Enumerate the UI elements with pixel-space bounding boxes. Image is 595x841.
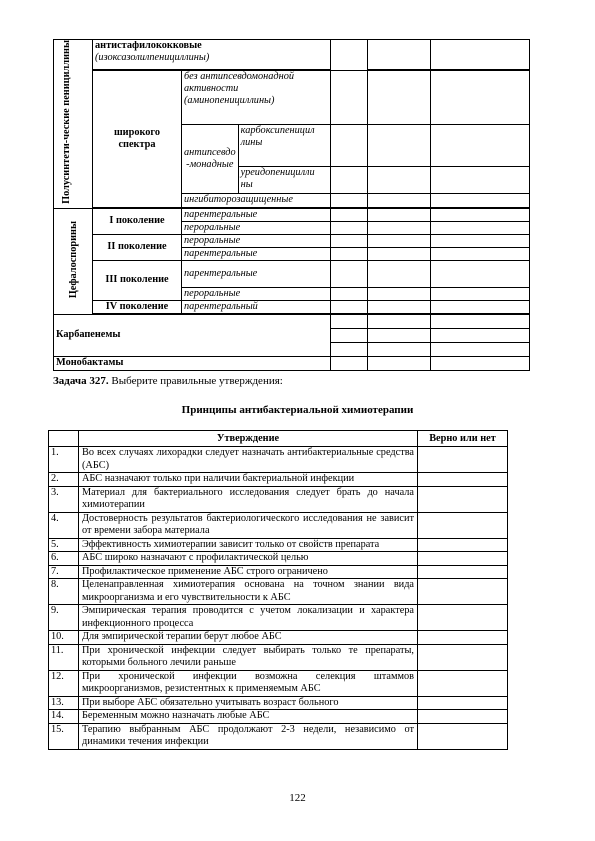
answer-cell[interactable] [367, 356, 430, 370]
statement-text: Эффективность химиотерапии зависит только от свойств препарата [79, 538, 418, 552]
statement-row [49, 696, 508, 710]
answer-cell[interactable] [430, 234, 529, 247]
statements-table [48, 430, 508, 750]
gen3-peroral-cell: пероральные [182, 287, 331, 300]
statement-number: 6. [49, 552, 79, 566]
statement-text: При хронической инфекции возможна селекция штаммов микроорганизмов, резистентных к применяемым АБС [79, 670, 418, 696]
answer-cell[interactable] [330, 40, 367, 71]
statement-text: При выборе АБС обязательно учитывать возраст больного [79, 696, 418, 710]
answer-cell[interactable] [330, 166, 367, 193]
gen4-parenteral-cell: парентеральный [182, 300, 331, 313]
without-antipseudo-cell: без антипсевдомонадной активности (аминопенициллины) [182, 71, 331, 125]
group-cephalosporins-label: Цефалоспорины [67, 220, 79, 299]
answer-cell[interactable] [430, 124, 529, 166]
answer-cell[interactable] [430, 328, 529, 342]
page-number: 122 [289, 792, 306, 804]
answer-cell[interactable] [430, 300, 529, 313]
statement-number: 2. [49, 473, 79, 487]
gen1-cell: I поколение [93, 208, 182, 234]
ureido-cell: уреидопеницилли ны [238, 166, 330, 193]
table-row [54, 71, 530, 125]
statement-number: 14. [49, 710, 79, 724]
answer-cell[interactable] [430, 342, 529, 356]
answer-cell[interactable] [430, 356, 529, 370]
answer-cell[interactable] [367, 166, 430, 193]
gen3-parenteral-cell: парентеральные [182, 260, 331, 287]
answer-cell[interactable] [430, 314, 529, 328]
statement-row [49, 565, 508, 579]
statement-number: 15. [49, 723, 79, 749]
answer-cell[interactable] [418, 473, 508, 487]
statement-row [49, 552, 508, 566]
statement-row [49, 473, 508, 487]
gen1-parenteral-cell: парентеральные [182, 208, 331, 221]
answer-cell[interactable] [418, 644, 508, 670]
statement-text: Профилактическое применение АБС строго ограничено [79, 565, 418, 579]
statement-row [49, 486, 508, 512]
gen4-cell: IV поколение [93, 300, 182, 313]
table-row [54, 356, 530, 370]
table-row [54, 40, 530, 70]
statement-row [49, 670, 508, 696]
answer-cell[interactable] [418, 605, 508, 631]
statement-number: 8. [49, 579, 79, 605]
antistaph-label: антистафилококковые [95, 40, 202, 51]
table-row [54, 300, 530, 313]
statement-text: АБС широко назначают с профилактической целью [79, 552, 418, 566]
answer-cell[interactable] [367, 124, 430, 166]
gen2-cell: II поколение [93, 234, 182, 260]
answer-cell[interactable] [330, 328, 367, 342]
answer-cell[interactable] [418, 565, 508, 579]
header-num-cell [49, 431, 79, 447]
antistaph-sub-label: (изоксазолилпенициллины) [95, 52, 210, 63]
answer-cell[interactable] [330, 71, 367, 125]
statement-text: Беременным можно назначать любые АБС [79, 710, 418, 724]
answer-cell[interactable] [330, 342, 367, 356]
gen2-parenteral-cell: парентеральные [182, 247, 331, 260]
group-penicillins-label: Полусинтети-ческие пенициллины [61, 40, 72, 204]
answer-cell[interactable] [418, 512, 508, 538]
table-row [54, 208, 530, 221]
answer-cell[interactable] [367, 71, 430, 125]
statement-number: 4. [49, 512, 79, 538]
statement-row [49, 631, 508, 645]
answer-cell[interactable] [367, 247, 430, 260]
gen2-peroral-cell: пероральные [182, 234, 331, 247]
answer-cell[interactable] [330, 193, 367, 207]
antistaph-cell [93, 40, 331, 70]
answer-cell[interactable] [330, 124, 367, 166]
answer-cell[interactable] [418, 552, 508, 566]
answer-cell[interactable] [367, 208, 430, 221]
statement-row [49, 447, 508, 473]
answer-cell[interactable] [367, 300, 430, 313]
statement-row [49, 579, 508, 605]
statement-number: 7. [49, 565, 79, 579]
answer-cell[interactable] [330, 300, 367, 313]
answer-cell[interactable] [418, 710, 508, 724]
answer-cell[interactable] [330, 356, 367, 370]
broad-spectrum-label: широкого спектра [113, 126, 160, 150]
answer-cell[interactable] [418, 696, 508, 710]
group-penicillins-cell [54, 40, 93, 209]
table-row [54, 260, 530, 287]
statement-text: При хронической инфекции следует выбирать только те препараты, которыми больного лечили раньше [79, 644, 418, 670]
answer-cell[interactable] [367, 328, 430, 342]
table-row [54, 234, 530, 247]
statement-row [49, 512, 508, 538]
answer-cell[interactable] [418, 723, 508, 749]
answer-cell[interactable] [367, 234, 430, 247]
answer-cell[interactable] [430, 247, 529, 260]
answer-cell[interactable] [418, 447, 508, 473]
statement-number: 13. [49, 696, 79, 710]
statement-row [49, 538, 508, 552]
statement-number: 3. [49, 486, 79, 512]
answer-cell[interactable] [430, 287, 529, 300]
statement-number: 5. [49, 538, 79, 552]
statement-text: Материал для бактериального исследования следует брать до начала химиотерапии [79, 486, 418, 512]
answer-cell[interactable] [430, 208, 529, 221]
statement-text: Для эмпирической терапии берут любое АБС [79, 631, 418, 645]
answer-cell[interactable] [367, 193, 430, 207]
answer-cell[interactable] [430, 166, 529, 193]
answer-cell[interactable] [330, 234, 367, 247]
answer-cell[interactable] [330, 247, 367, 260]
table-row [54, 314, 530, 328]
statement-number: 1. [49, 447, 79, 473]
statement-row [49, 644, 508, 670]
section-heading: Принципы антибактериальной химиотерапии [181, 404, 414, 416]
gen1-peroral-cell: пероральные [182, 221, 331, 234]
answer-cell[interactable] [330, 221, 367, 234]
statement-number: 10. [49, 631, 79, 645]
task-number: Задача 327. [53, 375, 109, 387]
answer-cell[interactable] [367, 221, 430, 234]
carbapenems-cell: Карбапенемы [54, 314, 331, 356]
answer-cell[interactable] [430, 193, 529, 207]
answer-cell[interactable] [330, 260, 367, 287]
answer-cell[interactable] [330, 287, 367, 300]
statement-text: АБС назначают только при наличии бактериальной инфекции [79, 473, 418, 487]
statement-text: Эмпирическая терапия проводится с учетом локализации и характера инфекционного процесса [79, 605, 418, 631]
header-statement-cell: Утверждение [79, 431, 418, 447]
antibiotic-classes-table [53, 39, 530, 371]
answer-cell[interactable] [367, 260, 430, 287]
inhibitor-cell: ингибиторозащищенные [182, 193, 331, 207]
broad-spectrum-cell [93, 71, 182, 208]
answer-cell[interactable] [367, 287, 430, 300]
answer-cell[interactable] [430, 221, 529, 234]
carboxy-cell: карбоксипеницил лины [238, 124, 330, 166]
answer-cell[interactable] [367, 40, 430, 70]
answer-cell[interactable] [367, 314, 430, 328]
answer-cell[interactable] [330, 208, 367, 221]
statement-text: Терапию выбранным АБС продолжают 2-3 недели, независимо от динамики течения инфекции [79, 723, 418, 749]
answer-cell[interactable] [418, 631, 508, 645]
statement-text: Целенаправленная химиотерапия основана на точном знании вида микроорганизма и его чувствительности к АБС [79, 579, 418, 605]
answer-cell[interactable] [430, 260, 529, 287]
answer-cell[interactable] [330, 314, 367, 328]
answer-cell[interactable] [418, 486, 508, 512]
statement-number: 9. [49, 605, 79, 631]
task-text: Выберите правильные утверждения: [108, 375, 283, 387]
table-header-row [49, 431, 508, 447]
answer-cell[interactable] [367, 342, 430, 356]
gen3-cell: III поколение [93, 260, 182, 300]
task-statement [53, 375, 283, 387]
group-cephalosporins-cell [54, 208, 93, 314]
answer-cell[interactable] [430, 40, 529, 70]
answer-cell[interactable] [430, 71, 529, 125]
statement-number: 12. [49, 670, 79, 696]
statement-number: 11. [49, 644, 79, 670]
statement-text: Во всех случаях лихорадки следует назначать антибактериальные средства (АБС) [79, 447, 418, 473]
statement-row [49, 723, 508, 749]
answer-cell[interactable] [418, 538, 508, 552]
monobactams-cell: Монобактамы [54, 356, 331, 370]
header-answer-cell: Верно или нет [418, 431, 508, 447]
answer-cell[interactable] [418, 670, 508, 696]
antipseudo-cell: антипсевдо -монадные [182, 124, 239, 193]
statement-row [49, 710, 508, 724]
answer-cell[interactable] [418, 579, 508, 605]
statement-row [49, 605, 508, 631]
statement-text: Достоверность результатов бактериологического исследования не зависит от времени забора материала [79, 512, 418, 538]
